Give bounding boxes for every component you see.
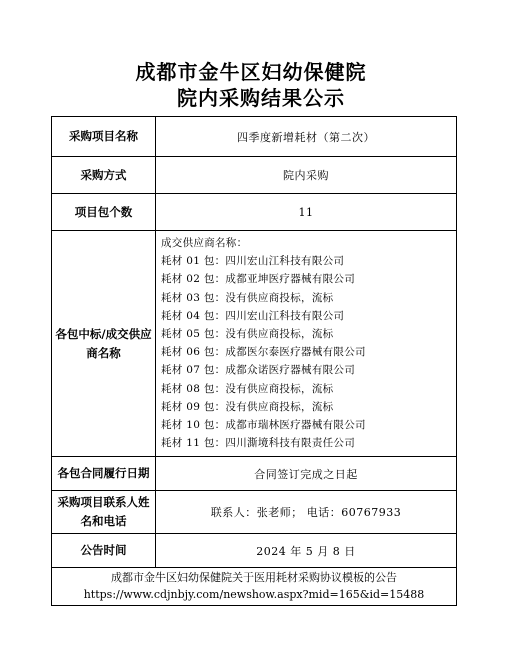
table-row (52, 231, 457, 457)
list-item: 耗材 10 包：成都市瑞林医疗器械有限公司 (161, 419, 366, 432)
contact-label: 采购项目联系人姓名和电话 (52, 491, 156, 534)
contract-date-label: 各包合同履行日期 (52, 457, 156, 491)
table-row (52, 534, 457, 568)
document-title: 成都市金牛区妇幼保健院 (135, 60, 367, 84)
list-item: 耗材 11 包：四川澌境科技有限责任公司 (161, 437, 356, 450)
table-row (52, 491, 457, 534)
table-row (52, 117, 457, 157)
list-item: 耗材 04 包：四川宏山江科技有限公司 (161, 309, 345, 322)
list-item: 耗材 06 包：成都医尔泰医疗器械有限公司 (161, 346, 366, 359)
suppliers-intro: 成交供应商名称： (161, 237, 248, 249)
procurement-result-table (51, 116, 457, 606)
procurement-method-label: 采购方式 (52, 157, 156, 194)
announcement-date-value: 2024 年 5 月 8 日 (156, 534, 457, 568)
table-row (52, 157, 457, 194)
footer-note-link[interactable]: https://www.cdjnbjy.com/newshow.aspx?mid=165&id=15488 (83, 587, 425, 601)
project-name-label: 采购项目名称 (52, 117, 156, 157)
suppliers-label: 各包中标/成交供应商名称 (52, 231, 156, 457)
announcement-date-label: 公告时间 (52, 534, 156, 568)
package-count-value: 11 (156, 194, 457, 231)
suppliers-list (156, 231, 457, 457)
footer-note (52, 568, 457, 606)
document-subtitle: 院内采购结果公示 (177, 86, 345, 110)
list-item: 耗材 07 包：成都众诺医疗器械有限公司 (161, 364, 356, 377)
package-count-label: 项目包个数 (52, 194, 156, 231)
list-item: 耗材 01 包：四川宏山江科技有限公司 (161, 255, 345, 268)
list-item: 耗材 09 包：没有供应商投标，流标 (161, 400, 334, 413)
table-row (52, 457, 457, 491)
list-item: 耗材 05 包：没有供应商投标，流标 (161, 328, 334, 341)
contract-date-value: 合同签订完成之日起 (156, 457, 457, 491)
list-item: 耗材 03 包：没有供应商投标，流标 (161, 291, 334, 304)
list-item: 耗材 02 包：成都亚坤医疗器械有限公司 (161, 273, 356, 286)
table-row (52, 194, 457, 231)
project-name-value: 四季度新增耗材（第二次） (156, 117, 457, 157)
table-row (52, 568, 457, 606)
list-item: 耗材 08 包：没有供应商投标，流标 (161, 382, 334, 395)
procurement-method-value: 院内采购 (156, 157, 457, 194)
footer-note-title: 成都市金牛区妇幼保健院关于医用耗材采购协议模板的公告 (111, 571, 397, 585)
contact-value: 联系人：张老师； 电话：60767933 (156, 491, 457, 534)
